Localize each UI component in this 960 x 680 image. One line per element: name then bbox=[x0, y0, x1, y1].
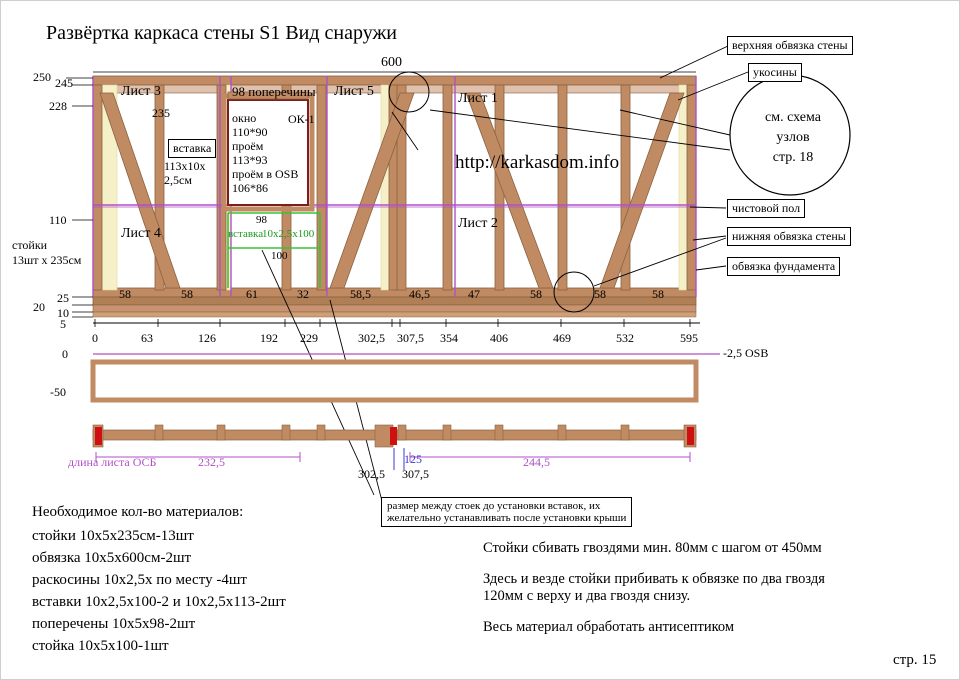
osb-dim-right: 244,5 bbox=[523, 455, 550, 469]
insert2-100: 100 bbox=[271, 250, 288, 262]
bay-width-2: 58 bbox=[181, 287, 193, 301]
callout-bottom-plate: нижняя обвязка стены bbox=[727, 227, 851, 246]
bay-width-3: 61 bbox=[246, 287, 258, 301]
xtick-0: 0 bbox=[92, 331, 98, 345]
window-line2: 110*90 bbox=[232, 125, 268, 139]
node-scheme-line2: узлов bbox=[776, 130, 810, 145]
xtick-63: 63 bbox=[141, 331, 153, 345]
sheet-label-1: Лист 1 bbox=[458, 91, 498, 106]
insert2-98: 98 bbox=[256, 214, 267, 226]
axis-20: 20 bbox=[33, 300, 45, 314]
insert-title-box: вставка bbox=[168, 139, 216, 158]
axis-minus50: -50 bbox=[50, 385, 66, 399]
callout-top-plate: верхняя обвязка стены bbox=[727, 36, 853, 55]
dimension-600: 600 bbox=[381, 55, 402, 70]
node-scheme-line3: стр. 18 bbox=[772, 150, 814, 165]
crosspieces-label: 98 поперечины bbox=[232, 84, 316, 99]
osb-dim-307-5: 307,5 bbox=[402, 467, 429, 481]
window-code: ОК-1 bbox=[288, 112, 315, 126]
osb-dim-302-5: 302,5 bbox=[358, 467, 385, 481]
bay-width-10: 58 bbox=[652, 287, 664, 301]
osb-thickness-label: -2,5 OSB bbox=[723, 346, 769, 360]
axis-10: 10 bbox=[57, 306, 69, 320]
xtick-469: 469 bbox=[553, 331, 571, 345]
xtick-532: 532 bbox=[616, 331, 634, 345]
bay-width-8: 58 bbox=[530, 287, 542, 301]
xtick-354: 354 bbox=[440, 331, 458, 345]
axis-5: 5 bbox=[60, 317, 66, 331]
bay-width-7: 47 bbox=[468, 287, 480, 301]
note-2: Здесь и везде стойки прибивать к обвязке по два гвоздя bbox=[483, 571, 825, 587]
sheet-label-5: Лист 5 bbox=[334, 84, 374, 99]
studs-note-line1: стойки bbox=[12, 238, 48, 252]
xtick-302-5: 302,5 bbox=[358, 331, 385, 345]
bottom-note-line1: размер между стоек до установки вставок, их bbox=[387, 500, 601, 512]
sheet-label-2: Лист 2 bbox=[458, 216, 498, 231]
materials-item-1: стойки 10х5х235см-13шт bbox=[32, 528, 194, 544]
osb-dim-left: 232,5 bbox=[198, 455, 225, 469]
bay-width-1: 58 bbox=[119, 287, 131, 301]
xtick-229: 229 bbox=[300, 331, 318, 345]
insert-size-line2: 2,5см bbox=[164, 173, 192, 187]
window-line1: окно bbox=[232, 111, 257, 125]
bay-width-5: 58,5 bbox=[350, 287, 371, 301]
bay-width-6: 46,5 bbox=[409, 287, 430, 301]
watermark-url: http://karkasdom.info bbox=[455, 152, 620, 173]
studs-note-line2: 13шт х 235см bbox=[12, 253, 82, 267]
bay-width-9: 58 bbox=[594, 287, 606, 301]
materials-item-5: поперечены 10х5х98-2шт bbox=[32, 616, 196, 632]
xtick-192: 192 bbox=[260, 331, 278, 345]
bay-width-4: 32 bbox=[297, 287, 309, 301]
materials-item-6: стойка 10х5х100-1шт bbox=[32, 638, 169, 654]
osb-sheet-length-label: длина листа ОСБ bbox=[68, 455, 157, 469]
materials-item-2: обвязка 10х5х600см-2шт bbox=[32, 550, 192, 566]
insert-size-line1: 113х10х bbox=[164, 159, 206, 173]
xtick-126: 126 bbox=[198, 331, 216, 345]
xtick-595: 595 bbox=[680, 331, 698, 345]
materials-list bbox=[32, 504, 286, 657]
axis-0: 0 bbox=[62, 347, 68, 361]
window-line4: 113*93 bbox=[232, 153, 268, 167]
callout-foundation-strap: обвязка фундамента bbox=[727, 257, 840, 276]
callout-finish-floor: чистовой пол bbox=[727, 199, 805, 218]
notes-block bbox=[483, 540, 825, 636]
dim-235: 235 bbox=[152, 106, 170, 120]
xtick-406: 406 bbox=[490, 331, 508, 345]
page-number: стр. 15 bbox=[893, 652, 937, 668]
materials-heading: Необходимое кол-во материалов: bbox=[32, 504, 244, 520]
sheet-label-4: Лист 4 bbox=[121, 226, 161, 241]
insert2-size: 10х2,5х100 bbox=[262, 228, 315, 240]
axis-250: 250 bbox=[33, 70, 51, 84]
window-line6: 106*86 bbox=[232, 181, 268, 195]
bottom-note-box bbox=[381, 497, 632, 527]
node-scheme-line1: см. схема bbox=[765, 110, 821, 125]
osb-dim-125: 125 bbox=[404, 452, 422, 466]
callout-braces: укосины bbox=[748, 63, 802, 82]
insert2-title: вставка bbox=[228, 228, 264, 240]
axis-228: 228 bbox=[49, 99, 67, 113]
axis-245: 245 bbox=[55, 76, 73, 90]
sheet-label-3: Лист 3 bbox=[121, 84, 161, 99]
axis-110: 110 bbox=[49, 213, 67, 227]
materials-item-3: раскосины 10х2,5х по месту -4шт bbox=[32, 572, 247, 588]
materials-item-4: вставки 10х2,5х100-2 и 10х2,5х113-2шт bbox=[32, 594, 286, 610]
page-title: Развёртка каркаса стены S1 Вид снаружи bbox=[46, 22, 397, 44]
note-3: 120мм с верху и два гвоздя снизу. bbox=[483, 588, 691, 604]
xtick-307-5: 307,5 bbox=[397, 331, 424, 345]
bottom-note-line2: желательно устанавливать после установки крыши bbox=[387, 512, 627, 524]
axis-25: 25 bbox=[57, 291, 69, 305]
note-1: Стойки сбивать гвоздями мин. 80мм с шагом от 450мм bbox=[483, 540, 822, 556]
window-line5: проём в OSB bbox=[232, 167, 299, 181]
window-line3: проём bbox=[232, 139, 264, 153]
note-4: Весь материал обработать антисептиком bbox=[483, 619, 735, 635]
